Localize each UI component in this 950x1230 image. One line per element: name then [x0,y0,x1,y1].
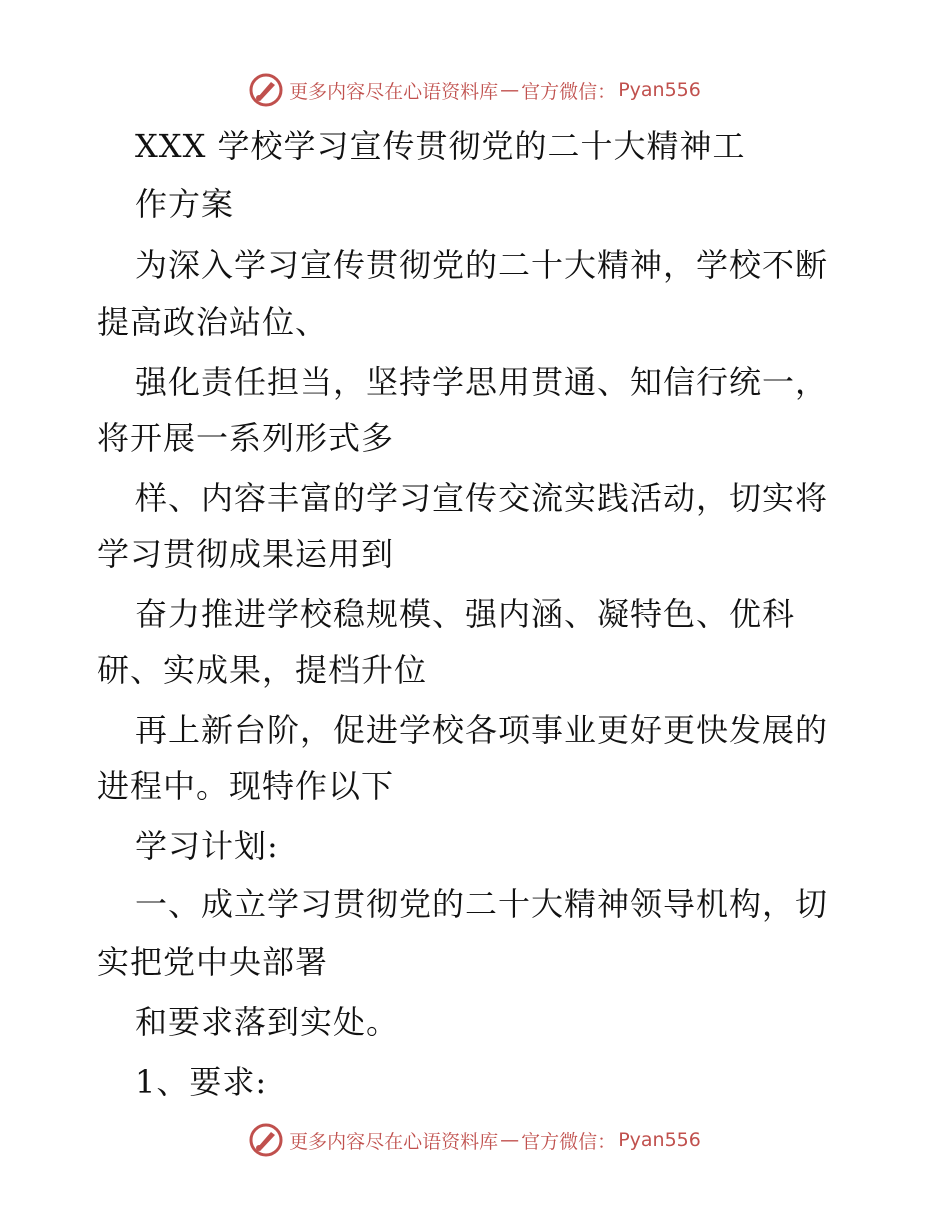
paragraph-line: 进程中。现特作以下 [97,767,395,805]
paragraph-line: 学习贯彻成果运用到 [97,535,395,573]
paragraph-line: 实把党中央部署 [97,943,329,981]
paragraph-line: 强化责任担当，坚持学思用贯通、知信行统一， [135,363,829,401]
watermark-contact-id: Pyan556 [618,79,701,101]
subsection-heading: 1、要求: [135,1063,268,1101]
paragraph-line: 提高政治站位、 [97,303,329,341]
paragraph-line: 研、实成果，提档升位 [97,651,428,689]
paragraph-line: 再上新台阶，促进学校各项事业更好更快发展的 [135,711,829,749]
section-heading: 学习计划: [135,827,279,865]
paragraph-line: 和要求落到实处。 [135,1003,400,1041]
doc-title-line-1: XXX 学校学习宣传贯彻党的二十大精神工 [135,127,746,165]
watermark-contact-label: 官方微信： [521,1130,617,1153]
watermark-dash: — [500,1129,520,1151]
brush-logo-icon [249,1123,283,1157]
watermark-text: 更多内容尽在心语资料库 [289,80,499,103]
paragraph-line: 奋力推进学校稳规模、强内涵、凝特色、优科 [135,595,796,633]
paragraph-line: 为深入学习宣传贯彻党的二十大精神，学校不断 [135,246,829,284]
header-watermark [0,70,950,110]
watermark-text: 更多内容尽在心语资料库 [289,1130,499,1153]
watermark-contact-id: Pyan556 [618,1129,701,1151]
paragraph-line: 将开展一系列形式多 [97,419,395,457]
doc-title-line-2: 作方案 [135,185,235,223]
paragraph-line: 样、内容丰富的学习宣传交流实践活动，切实将 [135,479,829,517]
watermark-dash: — [500,79,520,101]
brush-logo-icon [249,73,283,107]
footer-watermark [0,1120,950,1160]
paragraph-line: 一、成立学习贯彻党的二十大精神领导机构，切 [135,885,829,923]
watermark-contact-label: 官方微信： [521,80,617,103]
